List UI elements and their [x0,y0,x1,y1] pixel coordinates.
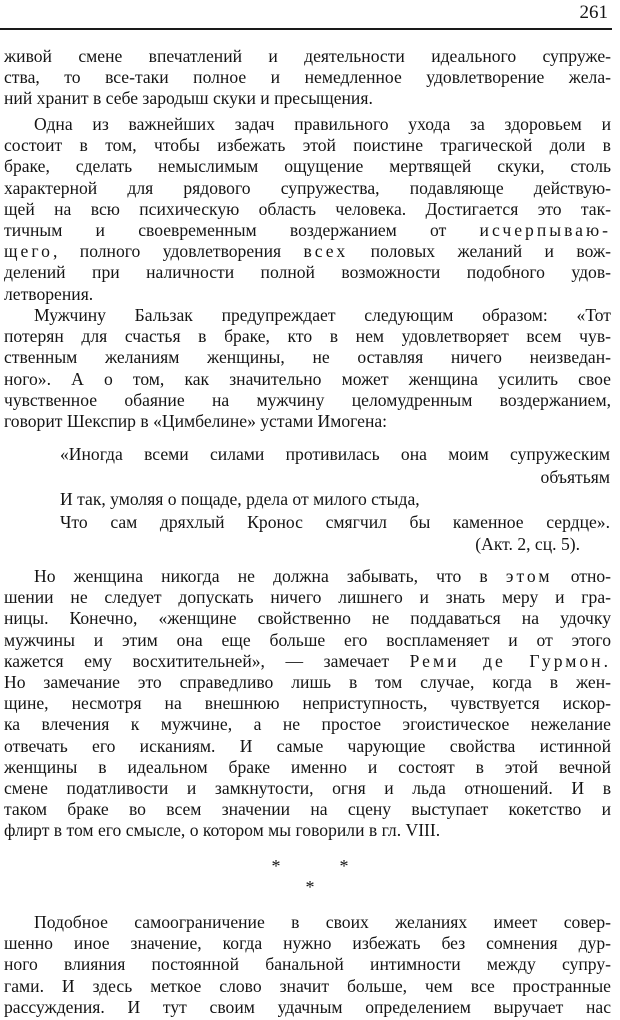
poem-citation: (Акт. 2, сц. 5). [475,534,580,555]
text-line: гами. И здесь меткое слово значит больше, чем все пространные [4,975,611,996]
text-line: браке, сделать немыслимым ощущение мертвящей скуки, столь [4,156,611,177]
paragraph-balzac [4,305,611,432]
spaced-emphasis: Реми де Гурмон. [409,650,611,671]
text-line: живой смене впечатлений и деятельности идеального супруже- [4,46,611,66]
spaced-emphasis: этом [505,566,553,586]
text-line: летворения. [4,283,94,304]
text-line [4,241,611,262]
text-line: ницы. Конечно, «женщине свойственно не поддаваться на удочку [4,608,611,629]
text-line: женщины в идеальном браке именно и состоят в этой вечной [4,756,611,777]
text-line: характерной для рядового супружества, подавляюще действую- [4,177,611,198]
text-line: говорит Шекспир в «Цимбелине» устами Имогена: [4,411,388,432]
spaced-emphasis: исчерпываю- [479,220,611,241]
text-run: тичным и своевременным воздержанием от [4,220,447,241]
text-line: флирт в том его смысле, о котором мы говорили в гл. VIII. [4,820,441,841]
text-line [4,220,611,241]
poem-line: Что сам дряхлый Кронос смягчил бы каменное сердце». [60,511,610,532]
text-line: делений при наличности полной возможности подобного удов- [4,262,611,283]
text-run: кажется ему восхитительней», — замечает [4,650,390,671]
text-line: отвечать его исканиям. И самые чарующие свойства истинной [4,735,611,756]
text-line: Но замечание это справедливо лишь в том случае, когда в жен- [4,672,611,693]
text-line: смене податливости и замкнутости, огня и льда отношений. И в [4,778,611,799]
spaced-emphasis: щего [4,241,53,262]
poem-line: «Иногда всеми силами противилась она моим супружеским [60,444,610,464]
text-line: мужчины и этим она еще больше его воспламеняет и от этого [4,629,611,650]
page-header [0,0,612,30]
text-line [4,651,611,672]
text-line: щей на всю психическую область человека. Достигается это так- [4,198,611,219]
text-line: состоит в том, чтобы избежать этой поистине трагической доли в [4,135,611,156]
text-line: щине, несмотря на внешнюю неприступность, чувствуется искор- [4,693,611,714]
text-line: Мужчину Бальзак предупреждает следующим образом: «Тот [34,305,611,325]
text-line: рассуждения. И тут своим удачным определением выручает нас [4,996,611,1017]
section-separator-bottom [0,878,620,896]
text-line: Одна из важнейших задач правильного ухода за здоровьем и [34,114,611,134]
text-line: таком браке во всем значении на сцену выступает кокетство и [4,799,611,820]
paragraph-woman [4,566,611,842]
text-line: Подобное самоограничение в своих желаниях имеет совер- [34,912,611,932]
text-run: , полного удовлетворения [52,241,282,262]
text-run: половых желаний и вож- [370,241,611,262]
text-line: ства, то все-таки полное и немедленное удовлетворение жела- [4,67,611,88]
text-line [4,566,611,587]
poem-line: И так, умоляя о пощаде, рдела от милого стыда, [60,489,420,510]
spaced-emphasis: всех [303,241,349,262]
text-line: ного влияния постоянной банальной интимности между супру- [4,954,611,975]
page-number: 261 [579,2,608,23]
text-line: ственным желаниям женщины, не оставляя ничего неизведан- [4,347,611,368]
poem-line: объятьям [540,466,610,487]
text-line: чувственное обаяние на мужчину целомудренным воздержанием, [4,389,611,410]
section-separator [0,857,620,875]
text-run: Но женщина никогда не должна забывать, что в [34,566,488,586]
text-line: ний хранит в себе зародыш скуки и пресыщения. [4,88,373,109]
text-line: шении не следует допускать ничего лишнего и знать меру и гра- [4,587,611,608]
text-line: ного». А о том, как значительно может женщина усилить свое [4,368,611,389]
paragraph-continuation [4,46,611,110]
star-glyph: * [305,877,315,897]
text-line: шенно иное значение, когда нужно избежать без сомнения дур- [4,933,611,954]
text-line: потерян для счастья в браке, кто в нем удовлетворяет всем чув- [4,326,611,347]
poem-quote [60,443,610,556]
paragraph-main-task [4,114,611,305]
text-run: отно- [570,566,612,586]
text-line: ка влечения к мужчине, а не простое эгоистическое нежелание [4,714,611,735]
star-glyph: * [339,856,349,876]
star-glyph: * [271,856,281,876]
paragraph-self-restraint [4,912,611,1018]
